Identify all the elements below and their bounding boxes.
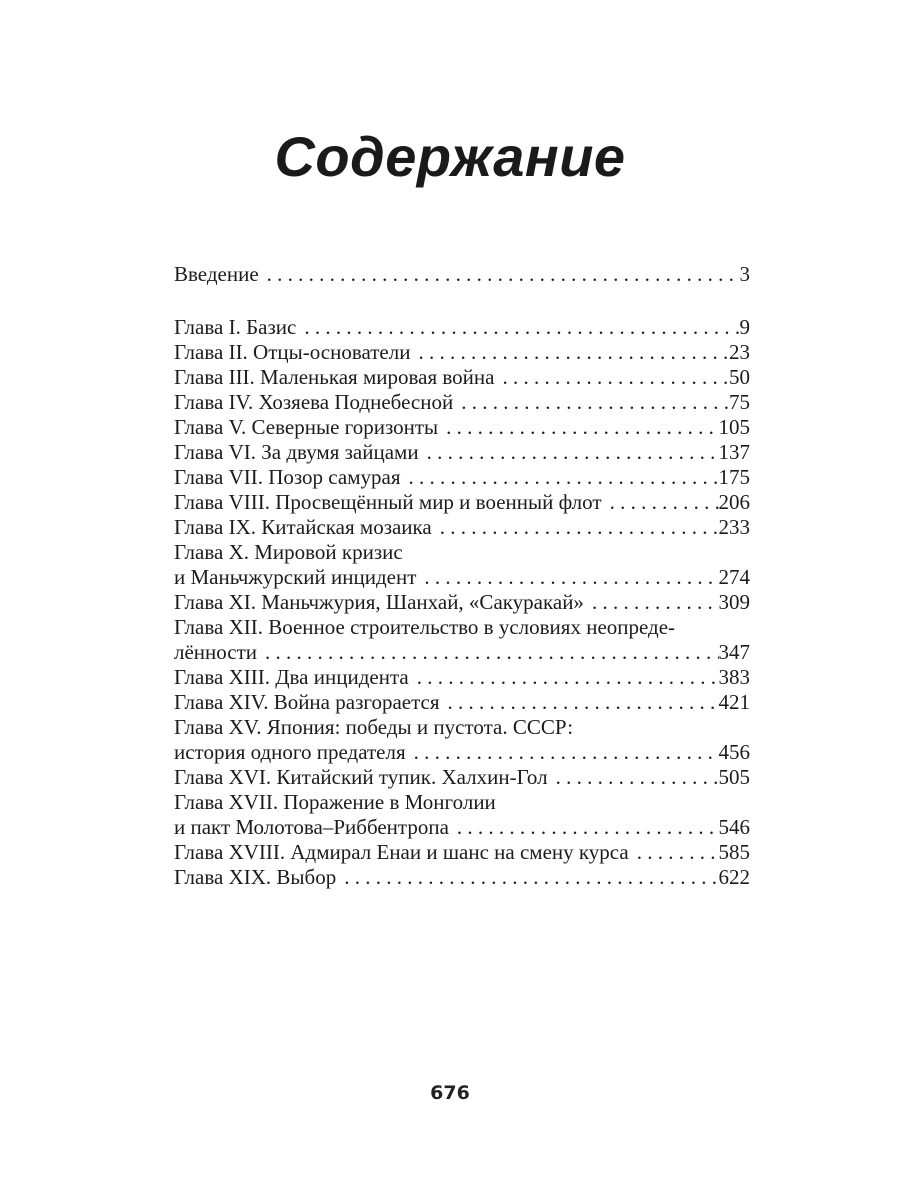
toc-entry-page: 137 xyxy=(718,440,750,464)
toc-entry xyxy=(174,465,750,490)
dot-leader xyxy=(440,690,719,715)
toc-entry-page: 105 xyxy=(718,415,750,439)
toc-entry xyxy=(174,715,750,765)
toc-entry-page: 175 xyxy=(718,465,750,489)
toc-entry-row xyxy=(174,665,750,690)
toc-entry-page: 546 xyxy=(718,815,750,839)
toc-entry-row xyxy=(174,690,750,715)
toc-entry-label: Глава IX. Китайская мозаика xyxy=(174,515,432,539)
dot-leader xyxy=(336,865,718,890)
toc-entry xyxy=(174,865,750,890)
page-title: Содержание xyxy=(274,125,626,188)
dot-leader xyxy=(409,665,719,690)
toc-entry-page: 585 xyxy=(718,840,750,864)
toc-entry xyxy=(174,840,750,865)
toc-entry-label: история одного предателя xyxy=(174,740,406,764)
dot-leader xyxy=(400,465,718,490)
toc-entry-row xyxy=(174,390,750,415)
toc-entry-row xyxy=(174,740,750,765)
toc-entry-label: и пакт Молотова–Риббентропа xyxy=(174,815,449,839)
toc-entry-page: 3 xyxy=(739,262,750,286)
toc-entry-page: 383 xyxy=(718,665,750,689)
dot-leader xyxy=(410,340,729,365)
toc-entry-label: Глава XVIII. Адмирал Енаи и шанс на смену курса xyxy=(174,840,629,864)
toc-entry-page: 233 xyxy=(718,515,750,539)
dot-leader xyxy=(548,765,719,790)
toc-entry-label: Глава VI. За двумя зайцами xyxy=(174,440,419,464)
toc-entry-row xyxy=(174,815,750,840)
toc-entry-label-line1: Глава XV. Япония: победы и пустота. СССР: xyxy=(174,715,574,739)
toc-entry-label: Глава VIII. Просвещённый мир и военный флот xyxy=(174,490,602,514)
toc-entry-row xyxy=(174,640,750,665)
toc-entry-page: 456 xyxy=(718,740,750,764)
toc-entry-label-line1: Глава XII. Военное строительство в условиях неопреде- xyxy=(174,615,676,639)
toc-entry-row xyxy=(174,565,750,590)
toc-entry-label-line1: Глава XVII. Поражение в Монголии xyxy=(174,790,496,814)
toc-entry-row xyxy=(174,340,750,365)
toc-entry-page: 274 xyxy=(718,565,750,589)
toc-entry xyxy=(174,515,750,540)
toc-entry xyxy=(174,440,750,465)
toc-entry xyxy=(174,665,750,690)
toc-entry-label-line1: Глава X. Мировой кризис xyxy=(174,540,403,564)
toc-entry xyxy=(174,390,750,415)
toc-entry xyxy=(174,540,750,590)
toc-entry xyxy=(174,365,750,390)
toc-entry xyxy=(174,690,750,715)
toc-entry-label: Глава III. Маленькая мировая война xyxy=(174,365,495,389)
chapter-list xyxy=(174,315,750,890)
toc-entry xyxy=(174,615,750,665)
toc-entry xyxy=(174,315,750,340)
toc-entry-page: 421 xyxy=(718,690,750,714)
dot-leader xyxy=(584,590,719,615)
dot-leader xyxy=(494,365,729,390)
toc-entry-row xyxy=(174,765,750,790)
toc-entry-label: Глава I. Базис xyxy=(174,315,297,339)
toc-entry-page: 206 xyxy=(718,490,750,514)
toc-entry-page: 9 xyxy=(739,315,750,339)
dot-leader xyxy=(453,390,729,415)
toc-entry xyxy=(174,590,750,615)
toc-entry xyxy=(174,765,750,790)
page-number: 676 xyxy=(430,1082,470,1104)
dot-leader xyxy=(432,515,719,540)
toc-entry-label: Глава XIV. Война разгорается xyxy=(174,690,440,714)
toc-entry-page: 309 xyxy=(718,590,750,614)
toc-entry-label: Глава II. Отцы-основатели xyxy=(174,340,411,364)
dot-leader xyxy=(406,740,719,765)
toc-entry-row xyxy=(174,465,750,490)
toc-entry-row xyxy=(174,590,750,615)
toc-entry-label: и Маньчжурский инцидент xyxy=(174,565,417,589)
toc-entry-page: 75 xyxy=(729,390,750,414)
toc-entry-label: Введение xyxy=(174,262,259,286)
table-of-contents xyxy=(174,262,750,890)
dot-leader xyxy=(629,840,719,865)
dot-leader xyxy=(449,815,719,840)
toc-entry xyxy=(174,490,750,515)
toc-entry xyxy=(174,415,750,440)
toc-entry-intro xyxy=(174,262,750,287)
toc-entry-row xyxy=(174,365,750,390)
toc-entry-label: Глава XIX. Выбор xyxy=(174,865,337,889)
toc-entry-row xyxy=(174,440,750,465)
toc-entry-label: Глава XVI. Китайский тупик. Халхин-Гол xyxy=(174,765,548,789)
toc-entry xyxy=(174,340,750,365)
toc-entry-label: Глава VII. Позор самурая xyxy=(174,465,401,489)
toc-entry-row xyxy=(174,840,750,865)
toc-entry-label: лённости xyxy=(174,640,258,664)
toc-entry-row xyxy=(174,865,750,890)
dot-leader xyxy=(602,490,719,515)
toc-entry-row xyxy=(174,415,750,440)
dot-leader xyxy=(419,440,719,465)
dot-leader xyxy=(257,640,718,665)
dot-leader xyxy=(296,315,739,340)
dot-leader xyxy=(416,565,718,590)
toc-entry-label: Глава XIII. Два инцидента xyxy=(174,665,409,689)
toc-entry-row xyxy=(174,315,750,340)
toc-entry-page: 50 xyxy=(729,365,750,389)
toc-entry-label: Глава V. Северные горизонты xyxy=(174,415,439,439)
toc-entry xyxy=(174,790,750,840)
toc-entry-row xyxy=(174,515,750,540)
toc-entry-page: 505 xyxy=(718,765,750,789)
toc-entry-label: Глава IV. Хозяева Поднебесной xyxy=(174,390,454,414)
toc-entry-row xyxy=(174,490,750,515)
toc-entry-page: 622 xyxy=(718,865,750,889)
dot-leader xyxy=(438,415,718,440)
toc-entry-label: Глава XI. Маньчжурия, Шанхай, «Сакуракай» xyxy=(174,590,584,614)
toc-entry-page: 347 xyxy=(718,640,750,664)
toc-entry-page: 23 xyxy=(729,340,750,364)
dot-leader xyxy=(259,262,740,287)
